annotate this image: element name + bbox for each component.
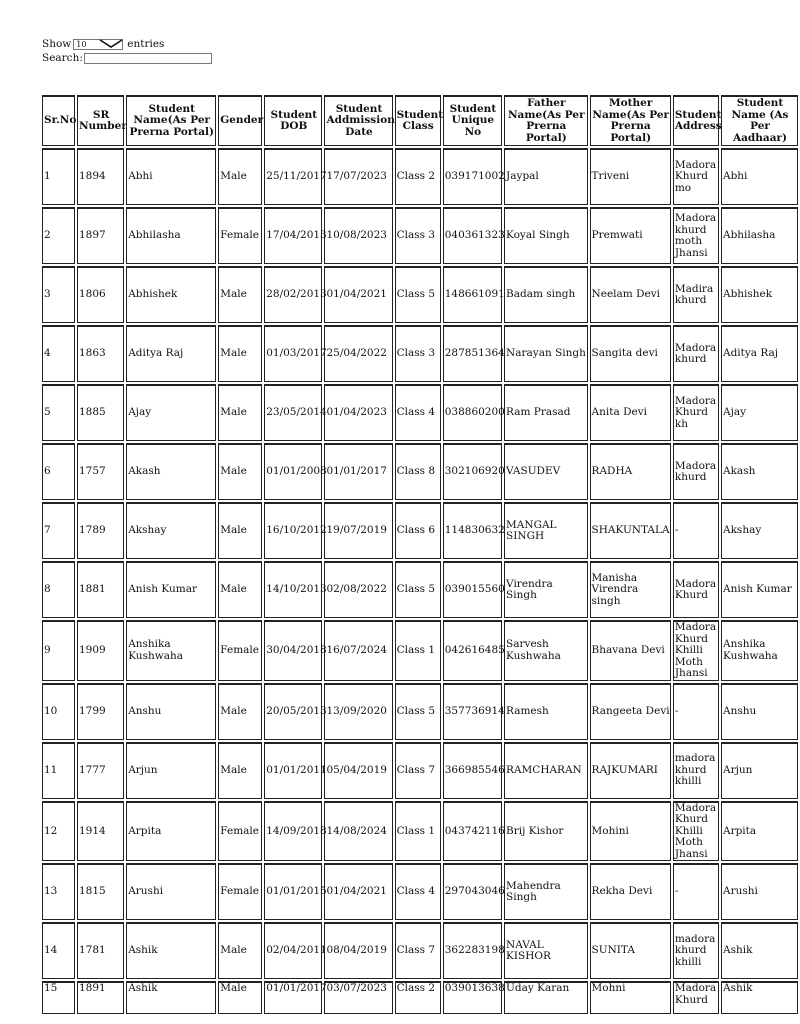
cell-aadhaar-name: Arjun [721, 742, 798, 799]
cell-gender: Female [218, 207, 262, 264]
cell-gender: Male [218, 266, 262, 323]
cell-gender: Male [218, 922, 262, 979]
cell-admission-date: 01/01/2017 [324, 443, 392, 500]
table-row [42, 443, 798, 500]
cell-gender: Male [218, 561, 262, 618]
table-row [42, 148, 798, 205]
cell-student-class: Class 5 [395, 561, 441, 618]
search-input[interactable] [84, 53, 212, 64]
cell-student-address: Madora khurd moth Jhansi [673, 207, 719, 264]
cell-student-name: Anish Kumar [126, 561, 216, 618]
cell-student-class: Class 6 [395, 502, 441, 559]
cell-aadhaar-name: Anish Kumar [721, 561, 798, 618]
header-student-address[interactable]: Student Address [673, 95, 719, 146]
cell-sr-no: 10 [42, 683, 75, 740]
cell-aadhaar-name: Akshay [721, 502, 798, 559]
cell-mother-name: Mohini [590, 801, 671, 862]
cell-aadhaar-name: Abhilasha [721, 207, 798, 264]
cell-admission-date: 01/04/2021 [324, 266, 392, 323]
cell-student-dob: 20/05/2013 [264, 683, 322, 740]
cell-mother-name: Manisha Virendra singh [590, 561, 671, 618]
header-sr-number[interactable]: SR Number [77, 95, 124, 146]
student-table [40, 93, 800, 1016]
cell-student-class: Class 2 [395, 148, 441, 205]
cell-student-dob: 01/01/2015 [264, 863, 322, 920]
cell-student-name: Abhishek [126, 266, 216, 323]
header-mother-name[interactable]: Mother Name(As Per Prerna Portal) [590, 95, 671, 146]
cell-sr-number: 1806 [77, 266, 124, 323]
cell-admission-date: 17/07/2023 [324, 148, 392, 205]
cell-student-address: Madora khurd [673, 443, 719, 500]
cell-gender: Female [218, 620, 262, 681]
cell-student-name: Anshika Kushwaha [126, 620, 216, 681]
cell-mother-name: RAJKUMARI [590, 742, 671, 799]
cell-mother-name: SUNITA [590, 922, 671, 979]
cell-student-dob: 01/03/2017 [264, 325, 322, 382]
header-father-name[interactable]: Father Name(As Per Prerna Portal) [504, 95, 588, 146]
cell-unique-no: 366985546 [443, 742, 502, 799]
cell-sr-number: 1815 [77, 863, 124, 920]
cell-student-dob: 30/04/2018 [264, 620, 322, 681]
cell-student-address: madora khurd khilli [673, 742, 719, 799]
cell-mother-name: Sangita devi [590, 325, 671, 382]
cell-aadhaar-name: Abhishek [721, 266, 798, 323]
cell-student-address: Madora Khurd kh [673, 384, 719, 441]
cell-student-address: Madora Khurd mo [673, 148, 719, 205]
cell-student-address: Madira khurd [673, 266, 719, 323]
search-label: Search: [42, 51, 83, 64]
table-row [42, 981, 798, 1014]
cell-father-name: Narayan Singh [504, 325, 588, 382]
cell-unique-no: 148661091 [443, 266, 502, 323]
cell-unique-no: 039013638 [443, 981, 502, 1014]
cell-student-dob: 14/09/2018 [264, 801, 322, 862]
header-admission-date[interactable]: Student Addmission Date [324, 95, 392, 146]
cell-student-dob: 14/10/2013 [264, 561, 322, 618]
cell-gender: Female [218, 801, 262, 862]
header-student-class[interactable]: Student Class [395, 95, 441, 146]
cell-student-dob: 23/05/2014 [264, 384, 322, 441]
cell-student-dob: 02/04/2011 [264, 922, 322, 979]
cell-student-name: Arjun [126, 742, 216, 799]
cell-sr-number: 1781 [77, 922, 124, 979]
cell-student-class: Class 5 [395, 266, 441, 323]
cell-mother-name: Anita Devi [590, 384, 671, 441]
cell-sr-number: 1799 [77, 683, 124, 740]
cell-student-address: madora khurd khilli [673, 922, 719, 979]
cell-student-name: Aditya Raj [126, 325, 216, 382]
cell-student-name: Abhilasha [126, 207, 216, 264]
cell-sr-no: 6 [42, 443, 75, 500]
table-row [42, 207, 798, 264]
cell-sr-number: 1789 [77, 502, 124, 559]
cell-admission-date: 16/07/2024 [324, 620, 392, 681]
cell-sr-no: 12 [42, 801, 75, 862]
cell-sr-number: 1885 [77, 384, 124, 441]
cell-mother-name: Rangeeta Devi [590, 683, 671, 740]
cell-father-name: MANGAL SINGH [504, 502, 588, 559]
header-sr-no[interactable]: Sr.No [42, 95, 75, 146]
table-row [42, 325, 798, 382]
cell-sr-number: 1757 [77, 443, 124, 500]
cell-father-name: Badam singh [504, 266, 588, 323]
cell-student-class: Class 3 [395, 325, 441, 382]
cell-gender: Male [218, 981, 262, 1014]
cell-unique-no: 043742116 [443, 801, 502, 862]
cell-father-name: Koyal Singh [504, 207, 588, 264]
cell-unique-no: 039015560 [443, 561, 502, 618]
cell-sr-no: 14 [42, 922, 75, 979]
cell-father-name: Sarvesh Kushwaha [504, 620, 588, 681]
cell-admission-date: 08/04/2019 [324, 922, 392, 979]
cell-sr-number: 1881 [77, 561, 124, 618]
header-gender[interactable]: Gender [218, 95, 262, 146]
cell-student-class: Class 4 [395, 863, 441, 920]
table-row [42, 620, 798, 681]
cell-student-name: Arpita [126, 801, 216, 862]
search-control [42, 51, 212, 65]
cell-sr-no: 4 [42, 325, 75, 382]
cell-father-name: Mahendra Singh [504, 863, 588, 920]
cell-student-dob: 28/02/2013 [264, 266, 322, 323]
cell-student-class: Class 1 [395, 620, 441, 681]
cell-sr-no: 7 [42, 502, 75, 559]
show-label: Show [42, 37, 72, 50]
cell-admission-date: 14/08/2024 [324, 801, 392, 862]
cell-student-class: Class 8 [395, 443, 441, 500]
cell-sr-number: 1891 [77, 981, 124, 1014]
cell-aadhaar-name: Anshika Kushwaha [721, 620, 798, 681]
cell-unique-no: 297043046 [443, 863, 502, 920]
cell-aadhaar-name: Anshu [721, 683, 798, 740]
cell-sr-no: 8 [42, 561, 75, 618]
cell-sr-no: 1 [42, 148, 75, 205]
cell-admission-date: 10/08/2023 [324, 207, 392, 264]
cell-gender: Male [218, 502, 262, 559]
cell-mother-name: Mohni [590, 981, 671, 1014]
cell-aadhaar-name: Ajay [721, 384, 798, 441]
cell-student-address: Madora khurd [673, 325, 719, 382]
cell-aadhaar-name: Arpita [721, 801, 798, 862]
cell-student-class: Class 1 [395, 801, 441, 862]
cell-student-name: Akshay [126, 502, 216, 559]
cell-student-name: Anshu [126, 683, 216, 740]
entries-value: 10 [76, 39, 87, 49]
cell-student-name: Ashik [126, 922, 216, 979]
cell-gender: Male [218, 148, 262, 205]
cell-admission-date: 01/04/2021 [324, 863, 392, 920]
cell-mother-name: Neelam Devi [590, 266, 671, 323]
cell-father-name: Jaypal [504, 148, 588, 205]
table-body [42, 148, 798, 1014]
cell-admission-date: 25/04/2022 [324, 325, 392, 382]
cell-unique-no: 302106920 [443, 443, 502, 500]
cell-admission-date: 03/07/2023 [324, 981, 392, 1014]
cell-aadhaar-name: Abhi [721, 148, 798, 205]
cell-aadhaar-name: Arushi [721, 863, 798, 920]
cell-admission-date: 02/08/2022 [324, 561, 392, 618]
table-row [42, 863, 798, 920]
cell-unique-no: 114830632 [443, 502, 502, 559]
cell-student-class: Class 4 [395, 384, 441, 441]
cell-student-address: Madora Khurd [673, 981, 719, 1014]
cell-unique-no: 038860200 [443, 384, 502, 441]
cell-aadhaar-name: Akash [721, 443, 798, 500]
cell-father-name: RAMCHARAN [504, 742, 588, 799]
cell-student-address: Madora Khurd [673, 561, 719, 618]
cell-student-address: - [673, 863, 719, 920]
cell-unique-no: 040361323 [443, 207, 502, 264]
cell-father-name: NAVAL KISHOR [504, 922, 588, 979]
cell-student-address: - [673, 502, 719, 559]
header-student-name[interactable]: Student Name(As Per Prerna Portal) [126, 95, 216, 146]
cell-gender: Male [218, 443, 262, 500]
cell-sr-no: 15 [42, 981, 75, 1014]
cell-father-name: Uday Karan [504, 981, 588, 1014]
table-row [42, 502, 798, 559]
cell-unique-no: 357736914 [443, 683, 502, 740]
cell-sr-no: 9 [42, 620, 75, 681]
cell-sr-number: 1894 [77, 148, 124, 205]
header-unique-no[interactable]: Student Unique No [443, 95, 502, 146]
cell-unique-no: 039171002 [443, 148, 502, 205]
table-row [42, 384, 798, 441]
cell-aadhaar-name: Aditya Raj [721, 325, 798, 382]
cell-student-dob: 25/11/2017 [264, 148, 322, 205]
table-header-row [42, 95, 798, 146]
entries-select[interactable] [73, 39, 123, 50]
cell-gender: Male [218, 325, 262, 382]
cell-student-name: Arushi [126, 863, 216, 920]
cell-student-class: Class 7 [395, 742, 441, 799]
header-aadhaar-name[interactable]: Student Name (As Per Aadhaar) [721, 95, 798, 146]
cell-father-name: Ram Prasad [504, 384, 588, 441]
entries-control [42, 37, 212, 51]
cell-sr-number: 1909 [77, 620, 124, 681]
cell-gender: Male [218, 384, 262, 441]
cell-student-dob: 01/01/2017 [264, 981, 322, 1014]
cell-father-name: Brij Kishor [504, 801, 588, 862]
cell-student-name: Ajay [126, 384, 216, 441]
table-row [42, 561, 798, 618]
cell-mother-name: Bhavana Devi [590, 620, 671, 681]
table-row [42, 801, 798, 862]
cell-sr-number: 1914 [77, 801, 124, 862]
cell-admission-date: 05/04/2019 [324, 742, 392, 799]
cell-sr-no: 3 [42, 266, 75, 323]
table-controls [42, 37, 212, 65]
cell-unique-no: 287851364 [443, 325, 502, 382]
cell-student-dob: 01/01/2011 [264, 742, 322, 799]
cell-mother-name: RADHA [590, 443, 671, 500]
cell-student-name: Ashik [126, 981, 216, 1014]
table-row [42, 742, 798, 799]
cell-sr-no: 13 [42, 863, 75, 920]
table-row [42, 683, 798, 740]
cell-aadhaar-name: Ashik [721, 922, 798, 979]
cell-mother-name: SHAKUNTALA [590, 502, 671, 559]
table-row [42, 266, 798, 323]
cell-student-address: Madora Khurd Khilli Moth Jhansi [673, 620, 719, 681]
cell-father-name: Virendra Singh [504, 561, 588, 618]
cell-sr-number: 1777 [77, 742, 124, 799]
cell-gender: Female [218, 863, 262, 920]
entries-label: entries [127, 37, 165, 50]
cell-student-dob: 17/04/2013 [264, 207, 322, 264]
cell-admission-date: 19/07/2019 [324, 502, 392, 559]
cell-student-name: Abhi [126, 148, 216, 205]
cell-student-class: Class 3 [395, 207, 441, 264]
cell-mother-name: Premwati [590, 207, 671, 264]
cell-mother-name: Rekha Devi [590, 863, 671, 920]
cell-gender: Male [218, 742, 262, 799]
cell-sr-no: 2 [42, 207, 75, 264]
cell-student-address: Madora Khurd Khilli Moth Jhansi [673, 801, 719, 862]
cell-student-class: Class 2 [395, 981, 441, 1014]
chevron-down-icon [98, 37, 124, 49]
cell-aadhaar-name: Ashik [721, 981, 798, 1014]
cell-student-address: - [673, 683, 719, 740]
cell-admission-date: 13/09/2020 [324, 683, 392, 740]
cell-student-name: Akash [126, 443, 216, 500]
cell-father-name: Ramesh [504, 683, 588, 740]
student-table-container [42, 95, 792, 1024]
cell-student-dob: 16/10/2012 [264, 502, 322, 559]
table-row [42, 922, 798, 979]
cell-mother-name: Triveni [590, 148, 671, 205]
cell-admission-date: 01/04/2023 [324, 384, 392, 441]
header-student-dob[interactable]: Student DOB [264, 95, 322, 146]
cell-student-class: Class 5 [395, 683, 441, 740]
cell-sr-number: 1897 [77, 207, 124, 264]
cell-unique-no: 362283198 [443, 922, 502, 979]
cell-student-dob: 01/01/2008 [264, 443, 322, 500]
cell-sr-no: 5 [42, 384, 75, 441]
cell-student-class: Class 7 [395, 922, 441, 979]
cell-gender: Male [218, 683, 262, 740]
cell-unique-no: 042616485 [443, 620, 502, 681]
cell-sr-number: 1863 [77, 325, 124, 382]
cell-father-name: VASUDEV [504, 443, 588, 500]
cell-sr-no: 11 [42, 742, 75, 799]
